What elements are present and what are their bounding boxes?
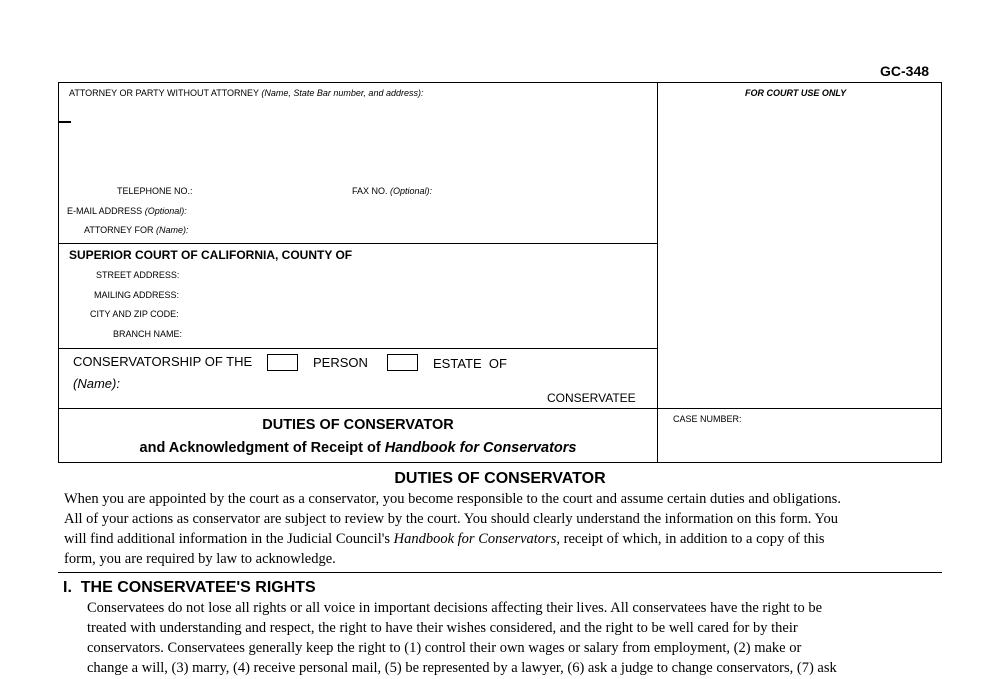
court-use-label: FOR COURT USE ONLY bbox=[745, 88, 847, 98]
section-1-line-4: change a will, (3) marry, (4) receive personal mail, (5) be represented by a lawyer, (6) ask a judge to change conservators, (7) ask bbox=[87, 660, 837, 676]
conservatorship-label: CONSERVATORSHIP OF THE bbox=[73, 354, 253, 369]
title-section-divider bbox=[58, 408, 942, 409]
person-checkbox[interactable] bbox=[267, 354, 298, 371]
header-column-divider bbox=[657, 82, 658, 463]
court-title: SUPERIOR COURT OF CALIFORNIA, COUNTY OF bbox=[69, 248, 353, 262]
header-left-border bbox=[58, 82, 59, 463]
branch-name-label: BRANCH NAME: bbox=[113, 329, 183, 339]
form-title: DUTIES OF CONSERVATOR bbox=[262, 417, 454, 433]
form-subtitle: and Acknowledgment of Receipt of Handbook for Conservators bbox=[139, 440, 577, 456]
section-1-line-2: treated with understanding and respect, the right to have their wishes considered, and the right to be well cared for by their bbox=[87, 620, 798, 636]
case-number-label: CASE NUMBER: bbox=[673, 414, 742, 424]
header-bottom-border bbox=[58, 462, 942, 463]
section-1-heading: I. THE CONSERVATEE'S RIGHTS bbox=[63, 579, 316, 596]
section-divider bbox=[58, 572, 942, 573]
attorney-entry-mark bbox=[58, 121, 71, 123]
section-1-line-1: Conservatees do not lose all rights or all voice in important decisions affecting their lives. All conservatees have the right to be bbox=[87, 600, 823, 616]
intro-line-3: will find additional information in the Judicial Council's Handbook for Conservators, receipt of which, in addition to a copy of this bbox=[64, 531, 825, 547]
fax-label: FAX NO. (Optional): bbox=[352, 186, 433, 196]
email-label: E-MAIL ADDRESS (Optional): bbox=[67, 206, 187, 216]
mailing-address-label: MAILING ADDRESS: bbox=[94, 290, 180, 300]
intro-line-2: All of your actions as conservator are subject to review by the court. You should clearly understand the information on this form. You bbox=[64, 511, 838, 527]
court-section-divider bbox=[58, 348, 658, 349]
intro-line-1: When you are appointed by the court as a conservator, you become responsible to the court and assume certain duties and obligations. bbox=[64, 491, 841, 507]
attorney-for-label: ATTORNEY FOR (Name): bbox=[84, 225, 189, 235]
estate-checkbox[interactable] bbox=[387, 354, 418, 371]
body-heading: DUTIES OF CONSERVATOR bbox=[394, 470, 606, 487]
header-top-border bbox=[58, 82, 942, 83]
street-address-label: STREET ADDRESS: bbox=[96, 270, 180, 280]
conservatee-label: CONSERVATEE bbox=[547, 391, 636, 405]
person-label: PERSON bbox=[313, 355, 368, 370]
attorney-label: ATTORNEY OR PARTY WITHOUT ATTORNEY (Name, State Bar number, and address): bbox=[69, 88, 424, 98]
city-zip-label: CITY AND ZIP CODE: bbox=[90, 309, 179, 319]
form-id: GC-348 bbox=[880, 63, 930, 79]
conservatee-name-label: (Name): bbox=[73, 376, 120, 391]
estate-of-label: ESTATE OF bbox=[433, 356, 507, 371]
section-1-line-3: conservators. Conservatees generally keep the right to (1) control their own wages or salary from employment, (2) make or bbox=[87, 640, 802, 656]
attorney-section-divider bbox=[58, 243, 658, 244]
telephone-label: TELEPHONE NO.: bbox=[117, 186, 193, 196]
header-right-border bbox=[941, 82, 942, 463]
intro-line-4: form, you are required by law to acknowledge. bbox=[64, 551, 336, 567]
